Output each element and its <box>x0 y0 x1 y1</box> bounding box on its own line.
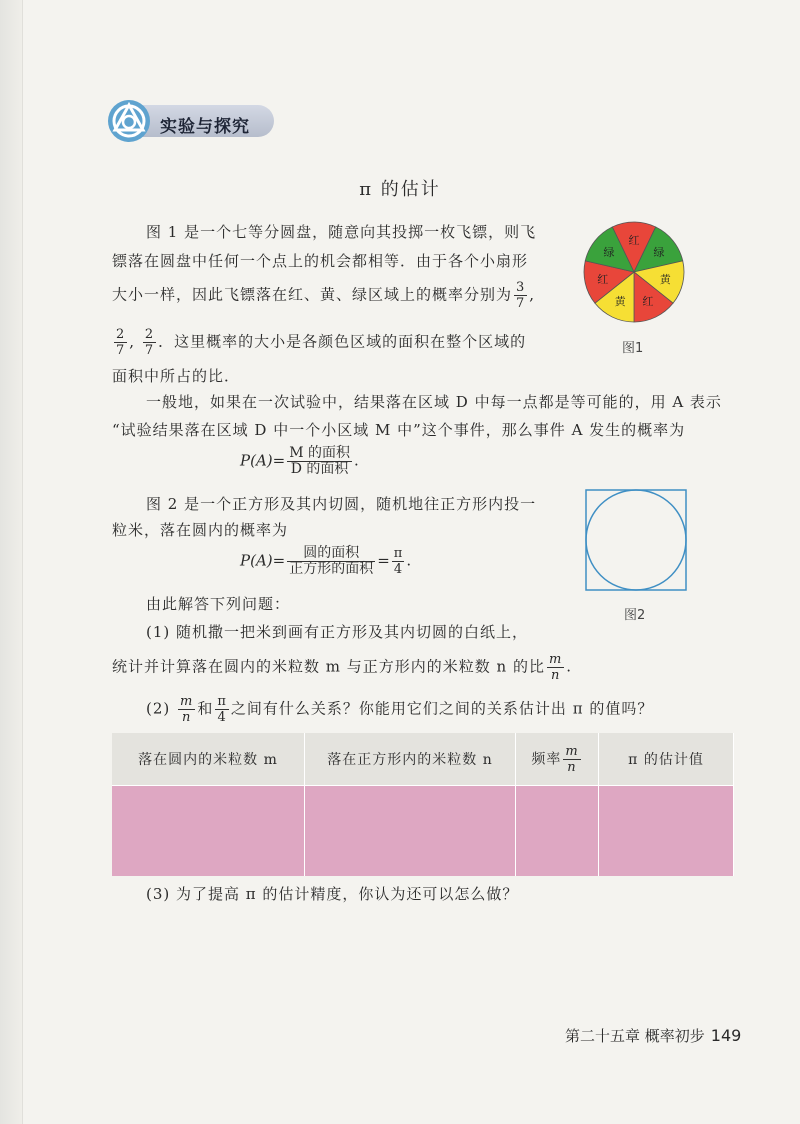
fraction-pi-over-4 <box>392 546 405 577</box>
header-frequency-label: 频率 <box>531 751 562 767</box>
question-1-text: 统计并计算落在圆内的米粒数 m 与正方形内的米粒数 n 的比 <box>112 657 545 676</box>
table-cell[interactable] <box>112 786 305 877</box>
table-header-row <box>112 733 734 786</box>
formula-equals: = <box>377 551 390 570</box>
fraction-denominator: 7 <box>144 343 155 358</box>
table-row <box>112 786 734 877</box>
figure-2-caption: 图2 <box>624 608 646 623</box>
questions-intro: 由此解答下列问题： <box>146 595 291 613</box>
fraction-yellow <box>114 327 127 358</box>
intro-line-3: 大小一样，因此飞镖落在红、黄、绿区域上的概率分别为 $\frac{3}{7}$ , <box>112 280 536 311</box>
fraction-numerator: m <box>548 652 563 667</box>
figure2-line-2: 粒米，落在圆内的概率为 <box>112 521 289 539</box>
header-pi-estimate: π 的估计值 <box>599 733 734 786</box>
page-title: π 的估计 <box>359 179 441 200</box>
fraction-numerator: M 的面积 <box>289 445 350 461</box>
fraction-numerator: 圆的面积 <box>287 546 375 562</box>
formula-end: . <box>406 551 412 570</box>
question-2 <box>146 694 653 725</box>
intro-line-3-text: 大小一样，因此飞镖落在红、黄、绿区域上的概率分别为 <box>112 285 513 304</box>
fraction-numerator: 2 <box>144 327 155 342</box>
circle-probability-formula <box>240 546 411 577</box>
disk-sector-label: 红 <box>642 294 654 308</box>
fraction-denominator: 4 <box>217 710 227 725</box>
header-square-count: 落在正方形内的米粒数 n <box>305 733 516 786</box>
disk-sector-label: 红 <box>628 234 640 247</box>
figure-1-caption: 图1 <box>622 341 644 356</box>
page-binding-edge <box>0 0 23 1124</box>
intro-line-4-text: ．这里概率的大小是各颜色区域的面积在整个区域的 <box>158 332 527 351</box>
fraction-m-over-n <box>563 744 580 775</box>
fraction-numerator: m <box>180 694 194 709</box>
fraction-numerator: π <box>217 694 227 709</box>
formula-lhs: P(A)= <box>240 551 286 570</box>
intro-line-5: 面积中所占的比． <box>112 367 241 385</box>
general-formula <box>240 446 359 477</box>
intro-line-2: 镖落在圆盘中任何一个点上的机会都相等．由于各个小扇形 <box>112 252 529 270</box>
fraction-pi-over-4 <box>215 694 229 725</box>
header-circle-count: 落在圆内的米粒数 m <box>112 733 305 786</box>
estimation-table <box>112 733 734 876</box>
fraction-numerator: 2 <box>116 327 126 342</box>
figure-2-square-circle <box>584 488 688 592</box>
question-2-text: 之间有什么关系？你能用它们之间的关系估计出 π 的值吗？ <box>230 699 654 718</box>
fraction-m-over-n <box>547 652 564 683</box>
header-frequency <box>516 733 599 786</box>
fraction-m-over-n <box>178 694 195 725</box>
table-cell[interactable] <box>599 786 734 877</box>
figure-1-spinner-disk <box>582 220 686 324</box>
table-cell[interactable] <box>305 786 516 877</box>
question-1-line-2 <box>112 652 572 683</box>
fraction-denominator: 4 <box>393 562 403 577</box>
fraction-denominator: 正方形的面积 <box>289 561 374 577</box>
question-1-line-1: (1) 随机撒一把米到画有正方形及其内切圆的白纸上， <box>146 623 529 641</box>
banner-label: 实验与探究 <box>160 117 250 137</box>
disk-sector-label: 黄 <box>659 273 671 287</box>
fraction-denominator: n <box>550 668 561 683</box>
triangle-circle-logo-icon <box>106 98 152 144</box>
disk-sector-label: 绿 <box>603 246 615 260</box>
page-number: 149 <box>710 1026 742 1045</box>
fraction-red <box>514 280 527 311</box>
fraction-denominator: D 的面积 <box>290 461 349 477</box>
question-1-end: . <box>566 657 573 676</box>
fraction-numerator: π <box>393 546 403 561</box>
fraction-denominator: 7 <box>516 296 526 311</box>
formula-lhs: P(A)= <box>240 451 286 470</box>
question-3: (3) 为了提高 π 的估计精度，你认为还可以怎么做？ <box>146 885 519 903</box>
question-2-and: 和 <box>197 699 214 718</box>
intro-line-4: $\frac{2}{7}$ , $\frac{2}{7}$ ．这里概率的大小是各颜色区域的面积在整个区域的 <box>116 327 527 358</box>
question-2-number: (2) <box>146 699 171 718</box>
disk-sector-label: 红 <box>597 273 609 287</box>
general-line-2: “试验结果落在区域 D 中一个小区域 M 中”这个事件，那么事件 A 发生的概率为 <box>112 421 686 439</box>
disk-sector-label: 绿 <box>653 246 665 260</box>
fraction-denominator: n <box>182 710 192 725</box>
fraction-numerator: 3 <box>516 280 526 295</box>
disk-sector-label: 黄 <box>614 294 626 308</box>
formula-fraction <box>287 446 352 477</box>
general-line-1: 一般地，如果在一次试验中，结果落在区域 D 中每一点都是等可能的，用 A 表示 <box>146 393 722 411</box>
figure2-line-1: 图 2 是一个正方形及其内切圆，随机地往正方形内投一 <box>146 495 537 513</box>
page-footer <box>565 1025 741 1046</box>
intro-line-1: 图 1 是一个七等分圆盘，随意向其投掷一枚飞镖，则飞 <box>146 223 537 241</box>
table-cell[interactable] <box>516 786 599 877</box>
section-banner <box>106 98 274 144</box>
formula-fraction <box>287 546 375 577</box>
fraction-denominator: n <box>567 759 577 775</box>
fraction-numerator: m <box>565 743 579 759</box>
fraction-denominator: 7 <box>116 343 126 358</box>
chapter-label: 第二十五章 概率初步 <box>565 1027 705 1045</box>
formula-end: . <box>354 451 359 470</box>
fraction-green <box>143 327 156 358</box>
